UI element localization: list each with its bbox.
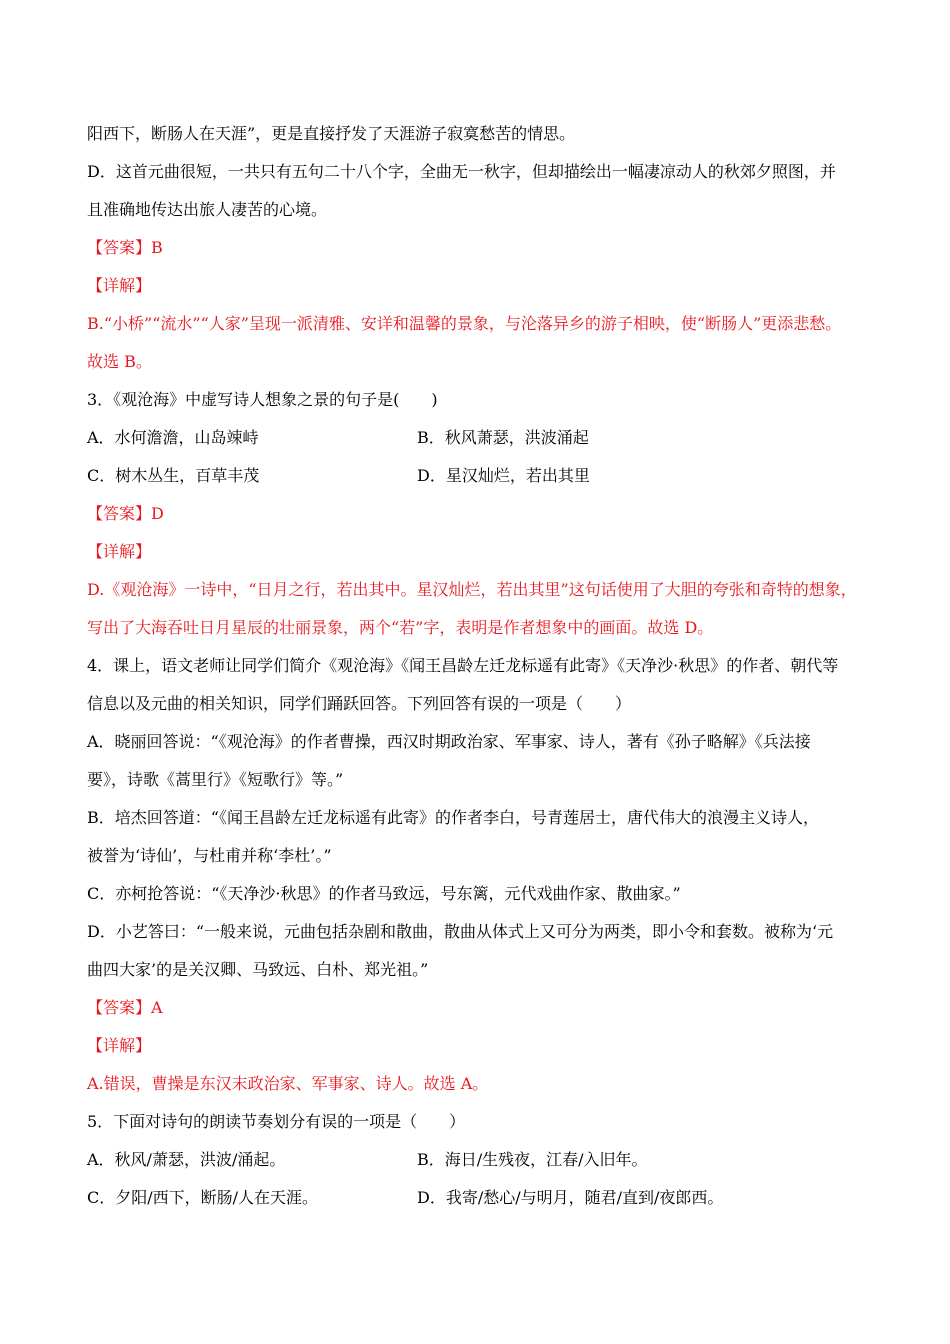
q5-option-a: A．秋风/萧瑟，洪波/涌起。 [87,1150,286,1169]
q2-option-d-line1: D．这首元曲很短，一共只有五句二十八个字，全曲无一秋字，但却描绘出一幅凄凉动人的秋郊夕照图，并 [87,162,836,181]
q2-detail-line2: 故选 B。 [87,352,152,371]
q3-detail-line1: D.《观沧海》一诗中，“日月之行，若出其中。星汉灿烂，若出其里”这句话使用了大胆的夸张和奇特的想象， [87,580,857,599]
q3-option-c: C．树木丛生，百草丰茂 [87,466,260,485]
q2-detail-tag: 【详解】 [87,276,152,295]
q2-text-line: 阳西下，断肠人在天涯”，更是直接抒发了天涯游子寂寞愁苦的情思。 [87,124,576,143]
q4-option-a-line1: A．晓丽回答说：“《观沧海》的作者曹操，西汉时期政治家、军事家、诗人，著有《孙子略解》《兵法接 [87,732,811,751]
q4-option-d-line2: 曲四大家’的是关汉卿、马致远、白朴、郑光祖。” [87,960,429,979]
q4-stem-line1: 4．课上，语文老师让同学们简介《观沧海》《闻王昌龄左迁龙标遥有此寄》《天净沙·秋思》的作者、朝代等 [87,656,839,675]
answer-tag: 【答案】 [87,238,152,257]
q4-option-b-line2: 被誉为‘诗仙’，与杜甫并称‘李杜’。” [87,846,332,865]
q5-option-b: B．海日/生残夜，江春/入旧年。 [417,1150,648,1169]
answer-tag: 【答案】 [87,504,152,523]
q3-answer [87,504,164,524]
q4-option-c-line1: C．亦柯抢答说：“《天净沙·秋思》的作者马致远，号东篱，元代戏曲作家、散曲家。” [87,884,681,903]
answer-value: A [151,998,163,1017]
q5-option-d: D．我寄/愁心/与明月，随君/直到/夜郎西。 [417,1188,724,1207]
q3-option-a: A．水何澹澹，山岛竦峙 [87,428,259,447]
answer-tag: 【答案】 [87,998,152,1017]
q3-option-b: B．秋风萧瑟，洪波涌起 [417,428,589,447]
q3-detail-line2: 写出了大海吞吐日月星辰的壮丽景象，两个“若”字，表明是作者想象中的画面。故选 D。 [87,618,714,637]
q3-stem: 3．《观沧海》中虚写诗人想象之景的句子是( ) [87,390,438,409]
q2-option-d-line2: 且准确地传达出旅人凄苦的心境。 [87,200,328,219]
answer-value: B [151,238,163,257]
q3-option-d: D．星汉灿烂，若出其里 [417,466,590,485]
q2-answer [87,238,163,258]
q4-stem-line2: 信息以及元曲的相关知识，同学们踊跃回答。下列回答有误的一项是（ ） [87,694,632,713]
q4-detail-line1: A.错误，曹操是东汉末政治家、军事家、诗人。故选 A。 [87,1074,489,1093]
q5-option-c: C．夕阳/西下，断肠/人在天涯。 [87,1188,319,1207]
q4-detail-tag: 【详解】 [87,1036,152,1055]
q2-detail-line1: B.“小桥”“流水”“人家”呈现一派清雅、安详和温馨的景象，与沦落异乡的游子相映，使“断肠人”更添悲愁。 [87,314,842,333]
q5-stem: 5．下面对诗句的朗读节奏划分有误的一项是（ ） [87,1112,466,1131]
q4-option-d-line1: D．小艺答曰：“一般来说，元曲包括杂剧和散曲，散曲从体式上又可分为两类，即小令和套数。被称为‘元 [87,922,834,941]
answer-value: D [151,504,164,523]
q4-option-a-line2: 要》，诗歌《蒿里行》《短歌行》等。” [87,770,344,789]
q3-detail-tag: 【详解】 [87,542,152,561]
q4-option-b-line1: B．培杰回答道：“《闻王昌龄左迁龙标遥有此寄》的作者李白，号青莲居士，唐代伟大的浪漫主义诗人， [87,808,819,827]
q4-answer [87,998,163,1018]
